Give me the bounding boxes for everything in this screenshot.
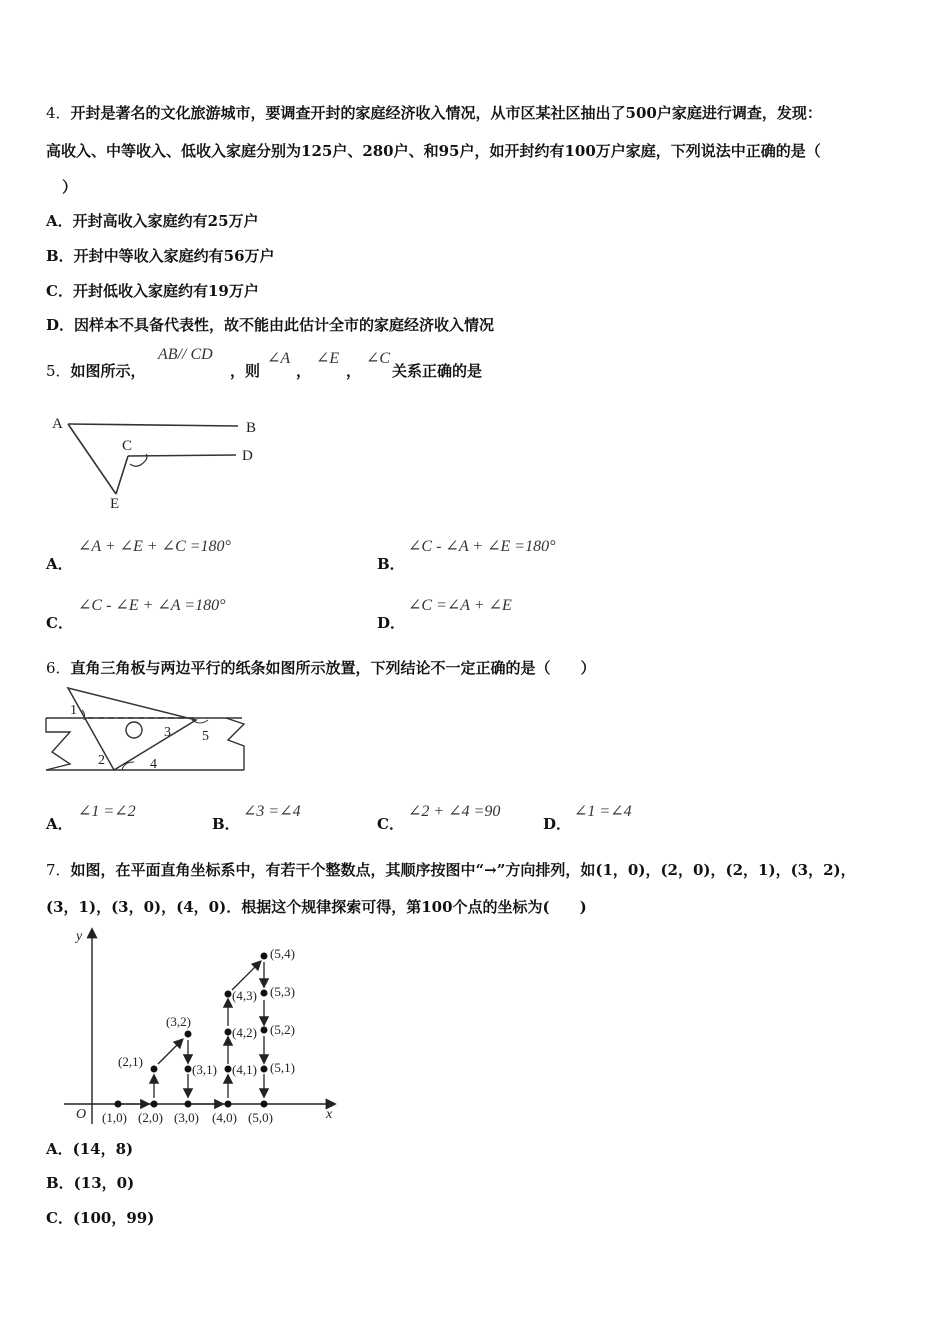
q4-stem-3: ） xyxy=(62,178,78,196)
q7-point-2-1 xyxy=(151,1066,158,1073)
q6-option-a-label: A． xyxy=(46,815,73,833)
q6-option-d-label: D． xyxy=(543,815,572,833)
q7-origin-label: O xyxy=(76,1107,87,1122)
q7-label-2-0: (2,0) xyxy=(138,1110,163,1125)
q7-point-5-1 xyxy=(261,1066,268,1073)
q7-point-4-1 xyxy=(225,1066,232,1073)
q5-line-ae xyxy=(68,424,116,494)
q7-number: 7． xyxy=(46,861,71,879)
q6-strip-left-edge xyxy=(46,718,70,770)
q6-triangle-hole xyxy=(126,722,142,738)
q4-option-a: A．开封高收入家庭约有25万户 xyxy=(46,212,259,230)
q5-line-ab xyxy=(68,424,238,426)
q7-point-4-2 xyxy=(225,1029,232,1036)
q7-label-2-1: (2,1) xyxy=(118,1054,143,1069)
q7-label-4-3: (4,3) xyxy=(232,988,257,1003)
q6-label-4: 4 xyxy=(150,757,157,772)
q7-label-4-2: (4,2) xyxy=(232,1025,257,1040)
q7-axis-label-y: y xyxy=(76,929,83,944)
q7-arrow-43-54 xyxy=(232,962,260,990)
q6-option-b-label: B． xyxy=(212,815,240,833)
q5-label-b: B xyxy=(246,420,257,436)
q5-number: 5． xyxy=(46,362,71,380)
q7-option-a: A．(14，8) xyxy=(46,1140,134,1158)
q7-label-3-2: (3,2) xyxy=(166,1014,191,1029)
q5-option-d-expr: ∠C =∠A + ∠E xyxy=(408,597,512,614)
q6-stem xyxy=(46,657,596,678)
q7-label-5-1: (5,1) xyxy=(270,1060,295,1075)
q6-label-1: 1 xyxy=(70,703,77,718)
q5-line-cd xyxy=(128,455,236,456)
q4-option-c: C．开封低收入家庭约有19万户 xyxy=(46,282,259,300)
q5-comma-2: ， xyxy=(346,362,362,380)
q7-label-3-1: (3,1) xyxy=(192,1062,217,1077)
q5-option-a-expr: ∠A + ∠E + ∠C =180° xyxy=(78,538,231,555)
q7-stem-2: (3，1)，(3，0)，(4，0)．根据这个规律探索可得，第100个点的坐标为( ) xyxy=(46,898,587,916)
q4-line-1 xyxy=(46,102,822,123)
q4-stem-1: 开封是著名的文化旅游城市，要调查开封的家庭经济收入情况，从市区某社区抽出了500户家庭进行调查，发现： xyxy=(70,104,822,122)
q7-stem-1: 如图，在平面直角坐标系中，有若干个整数点，其顺序按图中“→”方向排列，如(1，0)，(2，0)，(2，1)，(3，2)， xyxy=(70,861,856,879)
q5-text-a: 如图所示， xyxy=(70,362,146,380)
q6-option-a-expr: ∠1 =∠2 xyxy=(78,803,136,820)
q7-line-1 xyxy=(46,859,856,880)
q5-label-a: A xyxy=(52,416,63,432)
q7-arrow-21-32 xyxy=(158,1040,182,1064)
q7-label-5-4: (5,4) xyxy=(270,946,295,961)
q5-option-b-expr: ∠C - ∠A + ∠E =180° xyxy=(408,538,556,555)
q6-label-5: 5 xyxy=(202,729,209,744)
q5-label-e: E xyxy=(110,496,120,512)
q5-condition: AB// CD xyxy=(158,346,213,363)
q5-option-c-expr: ∠C - ∠E + ∠A =180° xyxy=(78,597,226,614)
q6-number: 6． xyxy=(46,659,71,677)
q7-option-b: B．(13，0) xyxy=(46,1174,135,1192)
q7-label-1-0: (1,0) xyxy=(102,1110,127,1125)
q6-label-3: 3 xyxy=(164,725,171,740)
q7-point-3-1 xyxy=(185,1066,192,1073)
q7-point-4-3 xyxy=(225,991,232,998)
q6-strip-right-edge xyxy=(226,718,244,770)
q6-option-d-expr: ∠1 =∠4 xyxy=(574,803,632,820)
q5-figure xyxy=(46,408,276,516)
q7-point-5-4 xyxy=(261,953,268,960)
q7-point-5-2 xyxy=(261,1027,268,1034)
q7-point-1-0 xyxy=(115,1101,122,1108)
q4-number: 4． xyxy=(46,104,71,122)
q7-label-4-1: (4,1) xyxy=(232,1062,257,1077)
q6-option-c-label: C． xyxy=(377,815,404,833)
q7-point-3-2 xyxy=(185,1031,192,1038)
q7-label-3-0: (3,0) xyxy=(174,1110,199,1125)
q5-stem xyxy=(46,360,146,381)
q6-triangle xyxy=(68,688,196,770)
q7-label-5-3: (5,3) xyxy=(270,984,295,999)
q7-option-c: C．(100，99) xyxy=(46,1209,155,1227)
q5-option-b-label: B． xyxy=(377,555,405,573)
q5-text-c: 关系正确的是 xyxy=(392,362,483,380)
q5-option-a-label: A． xyxy=(46,555,73,573)
q7-point-3-0 xyxy=(185,1101,192,1108)
q7-point-2-0 xyxy=(151,1101,158,1108)
q4-option-d: D．因样本不具备代表性，故不能由此估计全市的家庭经济收入情况 xyxy=(46,316,495,334)
q5-text-b: ，则 xyxy=(230,362,261,380)
q7-axis-label-x: x xyxy=(326,1107,333,1122)
q6-figure xyxy=(44,684,250,776)
q5-option-c-label: C． xyxy=(46,614,73,632)
q6-label-2: 2 xyxy=(98,753,105,768)
q5-angle-c: ∠C xyxy=(366,350,391,367)
q7-label-5-0: (5,0) xyxy=(248,1110,273,1125)
q7-label-4-0: (4,0) xyxy=(212,1110,237,1125)
q7-point-4-0 xyxy=(225,1101,232,1108)
q4-stem-2: 高收入、中等收入、低收入家庭分别为125户、280户、和95户，如开封约有100万户家庭，下列说法中正确的是（ xyxy=(46,142,821,160)
q6-option-b-expr: ∠3 =∠4 xyxy=(243,803,301,820)
q5-angle-a: ∠A xyxy=(267,350,291,367)
q5-option-d-label: D． xyxy=(377,614,406,632)
q7-point-5-3 xyxy=(261,990,268,997)
q4-option-b: B．开封中等收入家庭约有56万户 xyxy=(46,247,275,265)
q6-text: 直角三角板与两边平行的纸条如图所示放置，下列结论不一定正确的是（ ） xyxy=(70,659,596,677)
q7-figure xyxy=(56,924,356,1130)
q7-point-5-0 xyxy=(261,1101,268,1108)
q6-option-c-expr: ∠2 + ∠4 =90 xyxy=(408,803,501,820)
q5-label-c: C xyxy=(122,438,133,454)
q5-comma-1: ， xyxy=(296,362,312,380)
q7-label-5-2: (5,2) xyxy=(270,1022,295,1037)
q5-line-ec xyxy=(116,456,128,494)
q5-angle-e: ∠E xyxy=(316,350,340,367)
q5-label-d: D xyxy=(242,448,253,464)
